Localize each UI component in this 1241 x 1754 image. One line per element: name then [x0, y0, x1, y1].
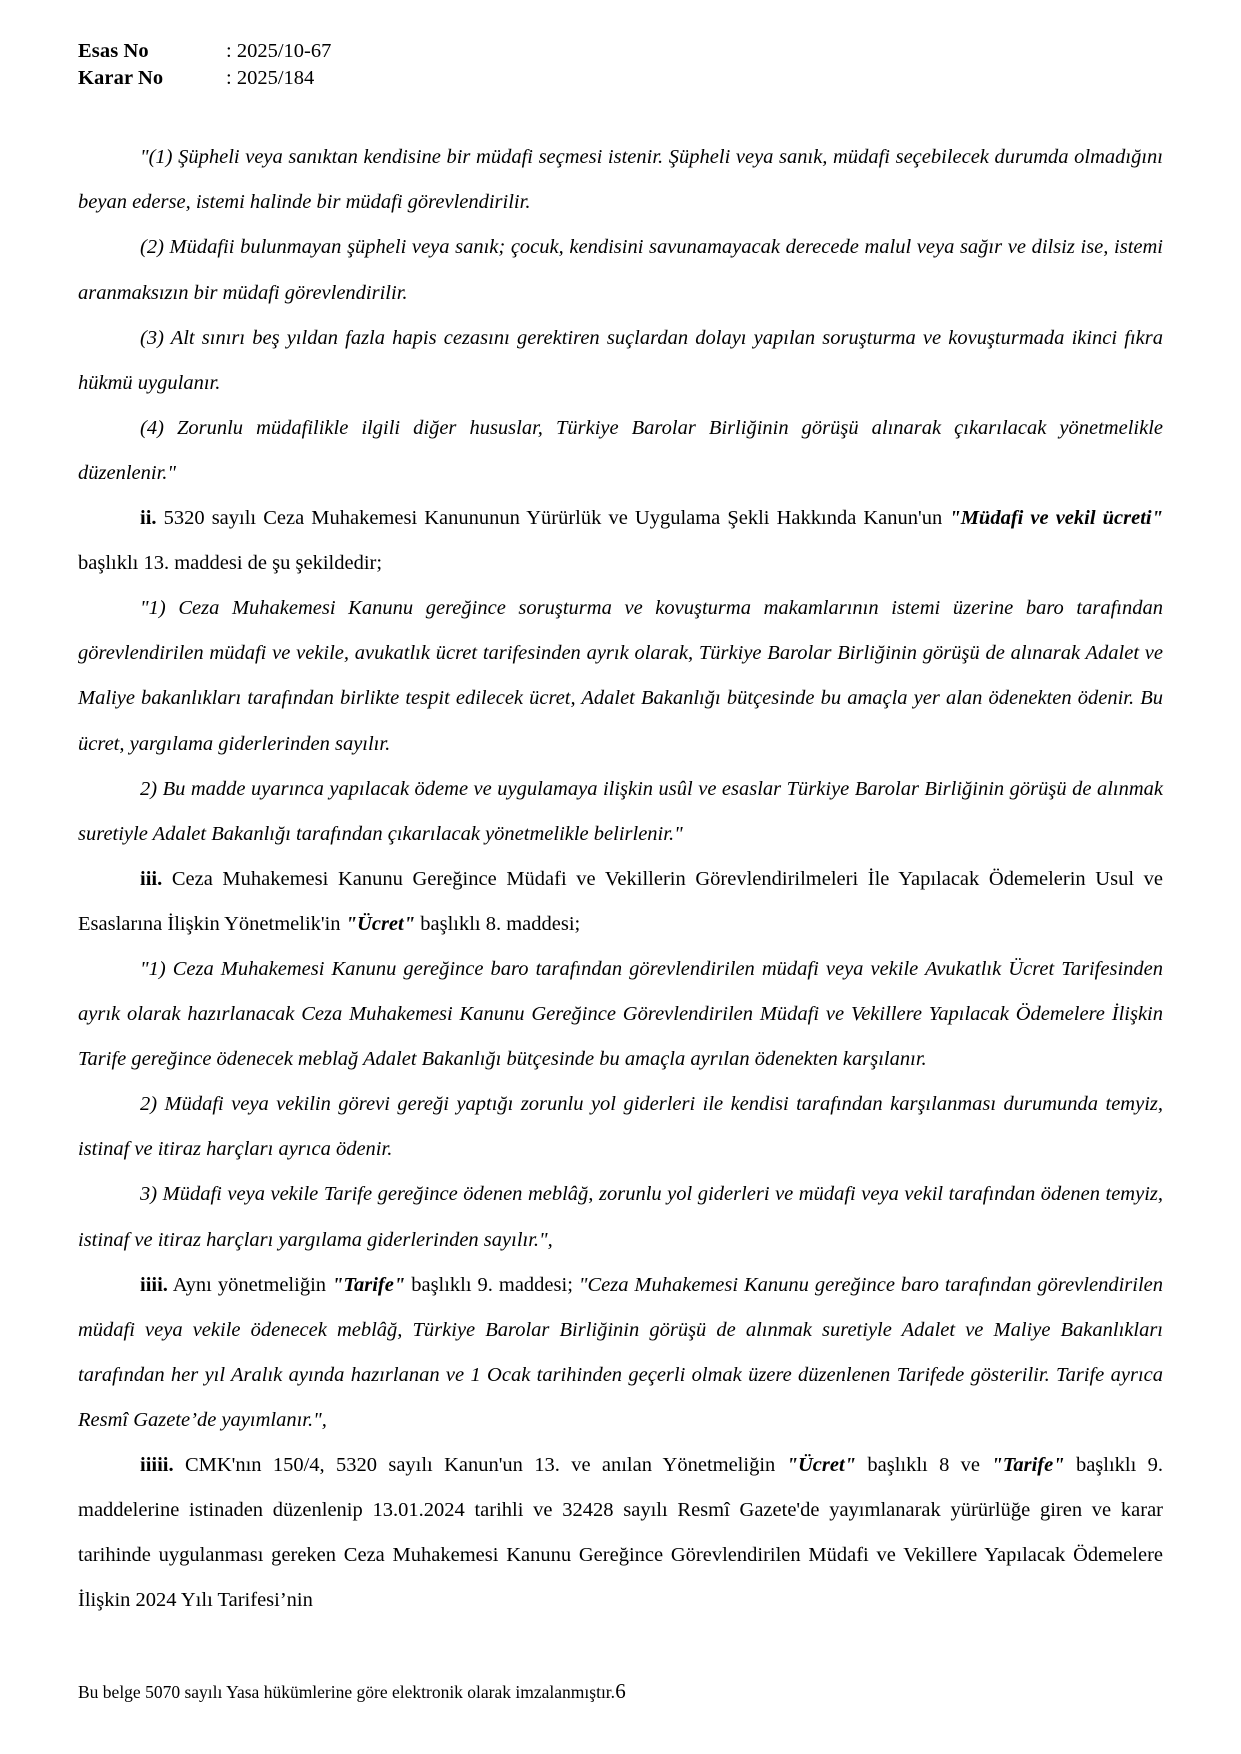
- header-row-karar-no: [78, 65, 1163, 92]
- text-run: başlıklı 8 ve: [856, 1454, 992, 1476]
- page-number: 6: [615, 1679, 626, 1703]
- text-run: 5320 sayılı Ceza Muhakemesi Kanununun Yürürlük ve Uygulama Şekli Hakkında Kanun'un: [156, 507, 950, 530]
- text-run: 2) Bu madde uyarınca yapılacak ödeme ve uygulamaya ilişkin usûl ve esaslar Türkiye Barolar Birliğinin görüşü de alınmak suretiyle Adalet Bakanlığı tarafından çıkarılacak yönetmelikle belirlenir.": [78, 777, 1163, 845]
- text-run: "1) Ceza Muhakemesi Kanunu gereğince baro tarafından görevlendirilen müdafi veya vekile Avukatlık Ücret Tarifesinden ayrık olarak hazırlanacak Ceza Muhakemesi Kanunu Gereğince Görevlendirilen Müdafi ve Vekillere Yapılacak Ödemelere İlişkin Tarife gereğince ödenecek meblağ Adalet Bakanlığı bütçesinde bu amaçla ayrılan ödenekten karşılanır.: [78, 957, 1163, 1071]
- text-run: iiii.: [140, 1273, 168, 1296]
- text-run: "Ücret": [786, 1454, 857, 1476]
- paragraph: [78, 947, 1163, 1082]
- text-run: (3) Alt sınırı beş yıldan fazla hapis cezasını gerektiren suçlardan dolayı yapılan soruşturma ve kovuşturmada ikinci fıkra hükmü uygulanır.: [78, 326, 1163, 394]
- text-run: 3) Müdafi veya vekile Tarife gereğince ödenen meblâğ, zorunlu yol giderleri ve müdafi veya vekil tarafından ödenen temyiz, istinaf ve itiraz harçları yargılama giderlerinden sayılır.",: [78, 1183, 1163, 1251]
- text-run: Aynı yönetmeliğin: [167, 1273, 332, 1296]
- text-run: 2) Müdafi veya vekilin görevi gereği yaptığı zorunlu yol giderleri ile kendisi tarafından karşılanması durumunda temyiz, istinaf ve itiraz harçları ayrıca ödenir.: [78, 1093, 1163, 1161]
- text-run: iiiii.: [140, 1454, 174, 1476]
- text-run: başlıklı 13. maddesi de şu şekildedir;: [78, 552, 383, 575]
- text-run: iii.: [140, 867, 163, 890]
- text-run: CMK'nın 150/4, 5320 sayılı Kanun'un 13. ve anılan Yönetmeliğin: [173, 1454, 787, 1476]
- esas-no-value: : 2025/10-67: [226, 40, 332, 62]
- paragraph: [78, 135, 1163, 225]
- karar-no-label: Karar No: [78, 66, 164, 89]
- paragraph: [78, 316, 1163, 406]
- text-run: "1) Ceza Muhakemesi Kanunu gereğince soruşturma ve kovuşturma makamlarının istemi üzerine baro tarafından görevlendirilen müdafi ve vekile, avukatlık ücret tarifesinden ayrık olarak, Türkiye Barolar Birliğinin görüşü de alınarak Adalet ve Maliye bakanlıkları tarafından birlikte tespit edilecek ücret, Adalet Bakanlığı bütçesinde bu amaçla yer alan ödenekten ödenir. Bu ücret, yargılama giderlerinden sayılır.: [78, 597, 1163, 755]
- document-body: [78, 135, 1163, 1623]
- document-footer: [78, 1679, 1163, 1722]
- paragraph: [78, 767, 1163, 857]
- paragraph: [78, 496, 1163, 586]
- paragraph: [78, 1082, 1163, 1172]
- paragraph: [78, 857, 1163, 947]
- text-run: "Ücret": [345, 912, 416, 935]
- text-run: ii.: [140, 507, 157, 530]
- text-run: Ceza Muhakemesi Kanunu Gereğince Müdafi ve Vekillerin Görevlendirilmeleri İle Yapılacak Ödemelerin Usul ve Esaslarına İlişkin Yönetmelik'in: [78, 867, 1163, 935]
- footer-signature-note: Bu belge 5070 sayılı Yasa hükümlerine göre elektronik olarak imzalanmıştır.: [78, 1682, 616, 1702]
- paragraph: [78, 1263, 1163, 1443]
- case-header: [78, 38, 1163, 91]
- paragraph: [78, 1443, 1163, 1623]
- text-run: "Tarife": [331, 1273, 406, 1296]
- karar-no-value: : 2025/184: [226, 66, 315, 89]
- text-run: (2) Müdafii bulunmayan şüpheli veya sanık; çocuk, kendisini savunamayacak derecede malul veya sağır ve dilsiz ise, istemi aranmaksızın bir müdafi görevlendirilir.: [78, 236, 1163, 304]
- paragraph: [78, 406, 1163, 496]
- text-run: başlıklı 9. maddelerine istinaden düzenlenip 13.01.2024 tarihli ve 32428 sayılı Resmî Gazete'de yayımlanarak yürürlüğe giren ve karar tarihinde uygulanması gereken Ceza Muhakemesi Kanunu Gereğince Görevlendirilen Müdafi ve Vekillere Yapılacak Ödemelere İlişkin 2024 Yılı Tarifesi’nin: [78, 1454, 1163, 1612]
- text-run: (4) Zorunlu müdafilikle ilgili diğer hususlar, Türkiye Barolar Birliğinin görüşü alınarak çıkarılacak yönetmelikle düzenlenir.": [78, 416, 1163, 484]
- header-row-esas-no: [78, 38, 1163, 65]
- text-run: "Tarife": [991, 1454, 1065, 1476]
- esas-no-label: Esas No: [78, 40, 149, 62]
- paragraph: [78, 225, 1163, 315]
- text-run: "Ceza Muhakemesi Kanunu gereğince baro tarafından görevlendirilen müdafi veya vekile ödenecek meblâğ, Türkiye Barolar Birliğinin görüşü de alınmak suretiyle Adalet ve Maliye Bakanlıkları tarafından her yıl Aralık ayında hazırlanan ve 1 Ocak tarihinden geçerli olmak üzere düzenlenen Tarifede gösterilir. Tarife ayrıca Resmî Gazete’de yayımlanır.",: [78, 1273, 1163, 1431]
- text-run: başlıklı 8. maddesi;: [415, 912, 581, 935]
- paragraph: [78, 1172, 1163, 1262]
- text-run: başlıklı 9. maddesi;: [405, 1273, 579, 1296]
- paragraph: [78, 586, 1163, 766]
- text-run: "Müdafi ve vekil ücreti": [949, 507, 1163, 530]
- text-run: "(1) Şüpheli veya sanıktan kendisine bir müdafi seçmesi istenir. Şüpheli veya sanık, müdafi seçebilecek durumda olmadığını beyan ederse, istemi halinde bir müdafi görevlendirilir.: [78, 146, 1163, 214]
